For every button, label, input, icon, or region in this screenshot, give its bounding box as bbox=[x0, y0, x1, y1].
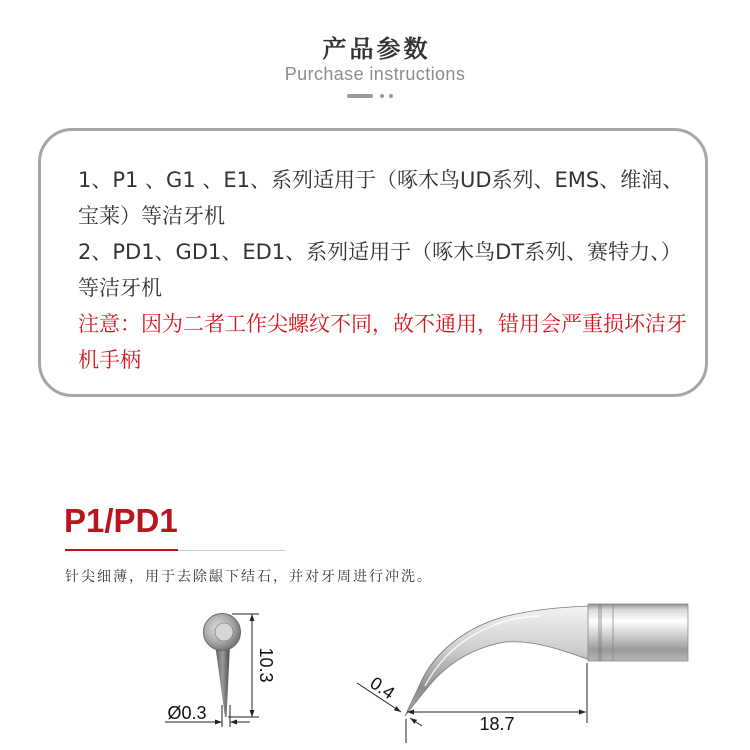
diameter-label: Ø0.3 bbox=[167, 703, 207, 723]
side-view bbox=[357, 604, 688, 743]
section-subtitle: Purchase instructions bbox=[284, 64, 466, 84]
height-label: 10.3 bbox=[256, 647, 276, 683]
title-decoration-dot bbox=[380, 94, 384, 98]
tip-curved-neck bbox=[405, 606, 590, 716]
model-underline bbox=[65, 549, 178, 551]
front-view bbox=[165, 614, 276, 728]
instruction-line: 1、P1 、G1 、E1、系列适用于（啄木鸟UD系列、EMS、维润、 bbox=[78, 168, 684, 192]
instruction-line: 宝莱）等洁牙机 bbox=[78, 204, 225, 228]
instruction-line: 等洁牙机 bbox=[78, 276, 162, 300]
shank-groove bbox=[598, 604, 602, 661]
instructions-box bbox=[38, 128, 708, 397]
warning-line: 机手柄 bbox=[78, 348, 141, 372]
instructions-text bbox=[78, 162, 695, 378]
instruction-line: 2、PD1、GD1、ED1、系列适用于（啄木鸟DT系列、赛特力、） bbox=[78, 240, 682, 264]
front-view-disc-center bbox=[215, 623, 233, 641]
title-decoration-dash bbox=[347, 94, 373, 98]
product-model-heading: P1/PD1 bbox=[64, 502, 178, 539]
reach-label: 18.7 bbox=[479, 714, 515, 734]
title-decoration-dot bbox=[389, 94, 393, 98]
tip-shank bbox=[588, 604, 688, 661]
technical-drawing bbox=[0, 590, 750, 750]
warning-line: 注意：因为二者工作尖螺纹不同，故不通用，错用会严重损坏洁牙 bbox=[78, 312, 687, 336]
model-underline-extension bbox=[178, 550, 285, 551]
tip-leader-counter bbox=[410, 718, 422, 726]
product-description: 针尖细薄，用于去除龈下结石，并对牙周进行冲洗。 bbox=[65, 569, 433, 585]
tip-label: 0.4 bbox=[366, 672, 399, 704]
section-title: 产品参数 bbox=[322, 35, 431, 63]
